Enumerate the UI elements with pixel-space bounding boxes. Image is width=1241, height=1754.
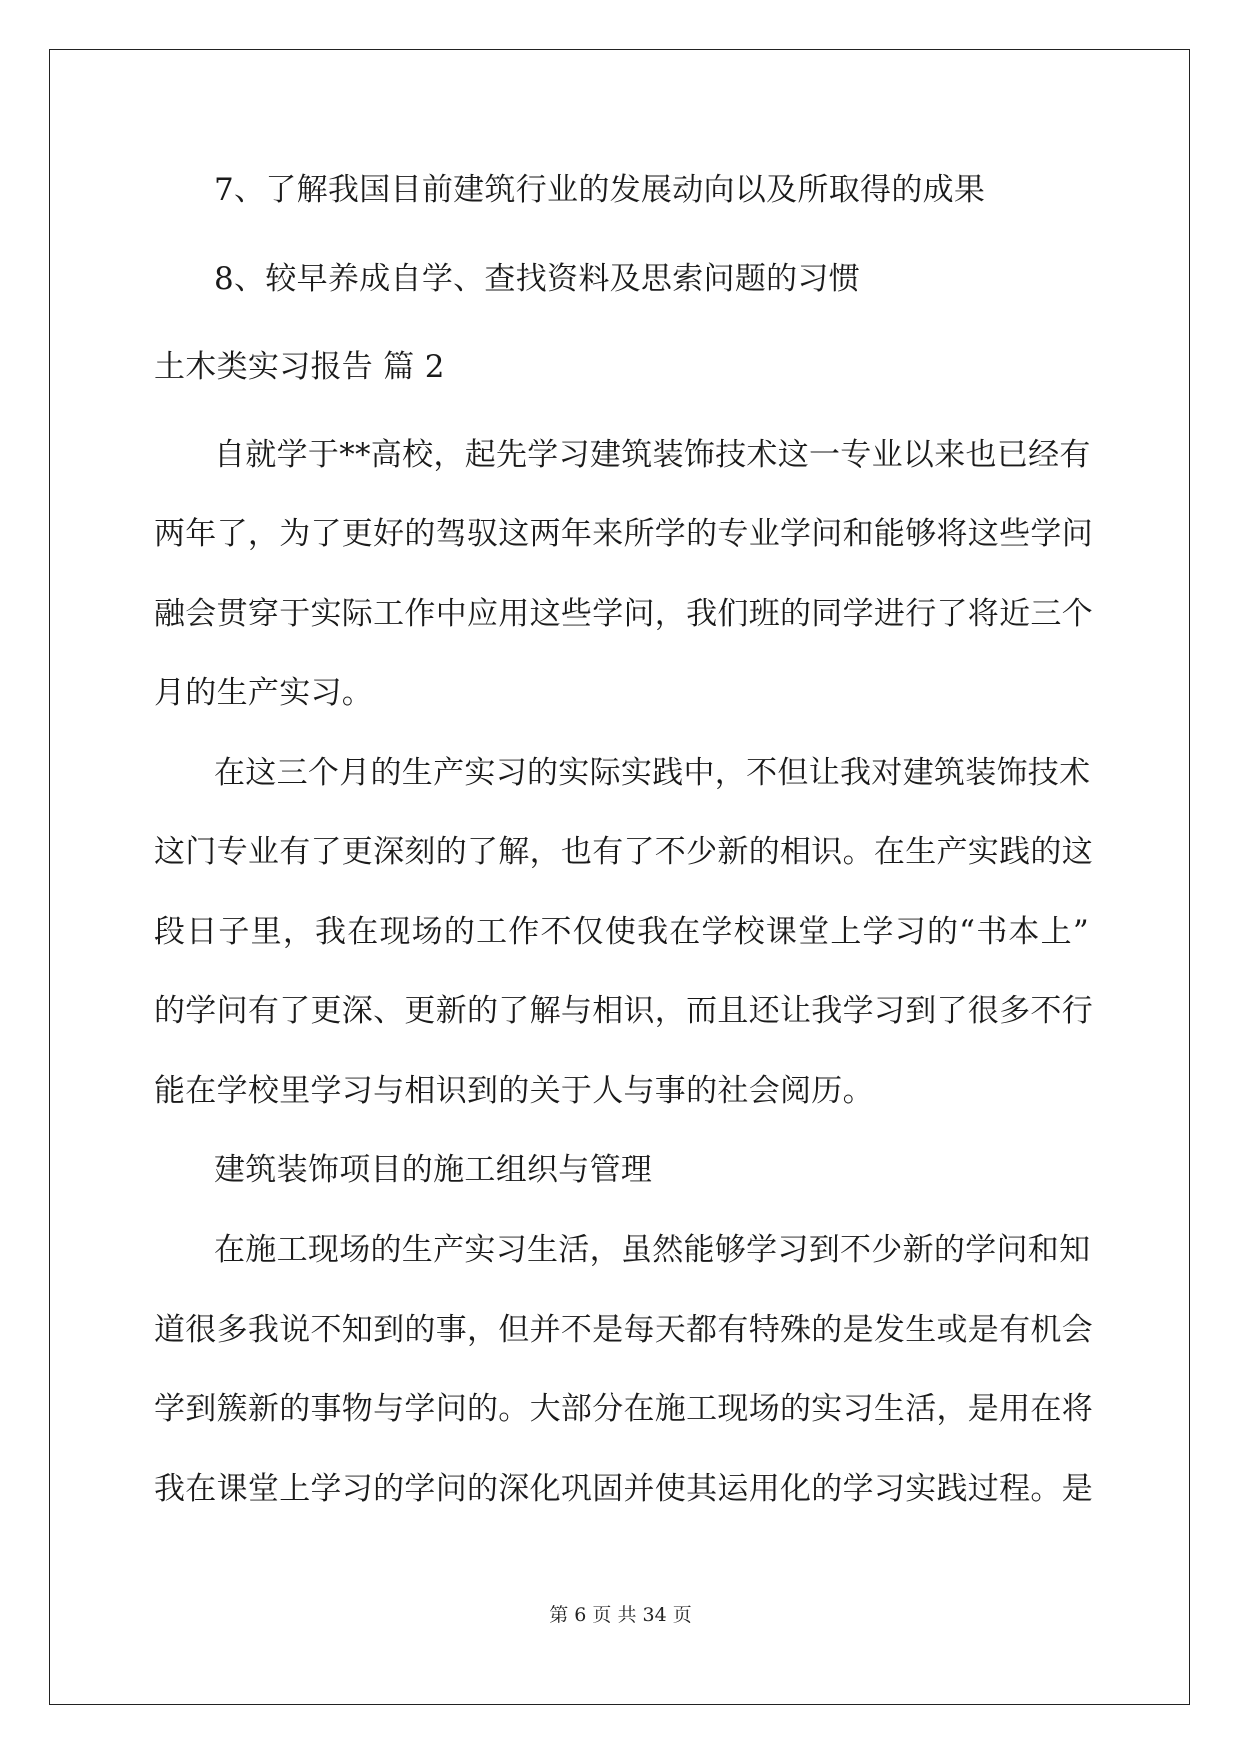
list-item-8: 8、较早养成自学、查找资料及思索问题的习惯 <box>214 261 861 297</box>
paragraph-2-line-4: 的学问有了更深、更新的了解与相识，而且还让我学习到了很多不行 <box>154 993 1093 1029</box>
page-number-footer: 第 6 页 共 34 页 <box>549 1604 692 1626</box>
subheading: 建筑装饰项目的施工组织与管理 <box>214 1152 653 1188</box>
paragraph-2-line-1: 在这三个月的生产实习的实际实践中，不但让我对建筑装饰技术 <box>214 755 1091 791</box>
list-item-7: 7、了解我国目前建筑行业的发展动向以及所取得的成果 <box>214 172 986 208</box>
paragraph-2-line-2: 这门专业有了更深刻的了解，也有了不少新的相识。在生产实践的这 <box>154 834 1093 870</box>
paragraph-1-line-3: 融会贯穿于实际工作中应用这些学问，我们班的同学进行了将近三个 <box>154 596 1093 632</box>
paragraph-3-line-4: 我在课堂上学习的学问的深化巩固并使其运用化的学习实践过程。是 <box>154 1471 1093 1507</box>
paragraph-3-line-3: 学到簇新的事物与学问的。大部分在施工现场的实习生活，是用在将 <box>154 1391 1093 1427</box>
paragraph-1-line-4: 月的生产实习。 <box>154 675 374 711</box>
section-heading: 土木类实习报告 篇 2 <box>154 349 445 385</box>
paragraph-1-line-2: 两年了，为了更好的驾驭这两年来所学的专业学问和能够将这些学问 <box>154 516 1093 552</box>
paragraph-2-line-5: 能在学校里学习与相识到的关于人与事的社会阅历。 <box>154 1073 874 1109</box>
paragraph-2-line-3: 段日子里，我在现场的工作不仅使我在学校课堂上学习的“书本上” <box>154 914 1089 950</box>
paragraph-3-line-2: 道很多我说不知到的事，但并不是每天都有特殊的是发生或是有机会 <box>154 1312 1093 1348</box>
paragraph-1-line-1: 自就学于**高校，起先学习建筑装饰技术这一专业以来也已经有 <box>214 437 1091 473</box>
paragraph-3-line-1: 在施工现场的生产实习生活，虽然能够学习到不少新的学问和知 <box>214 1232 1091 1268</box>
